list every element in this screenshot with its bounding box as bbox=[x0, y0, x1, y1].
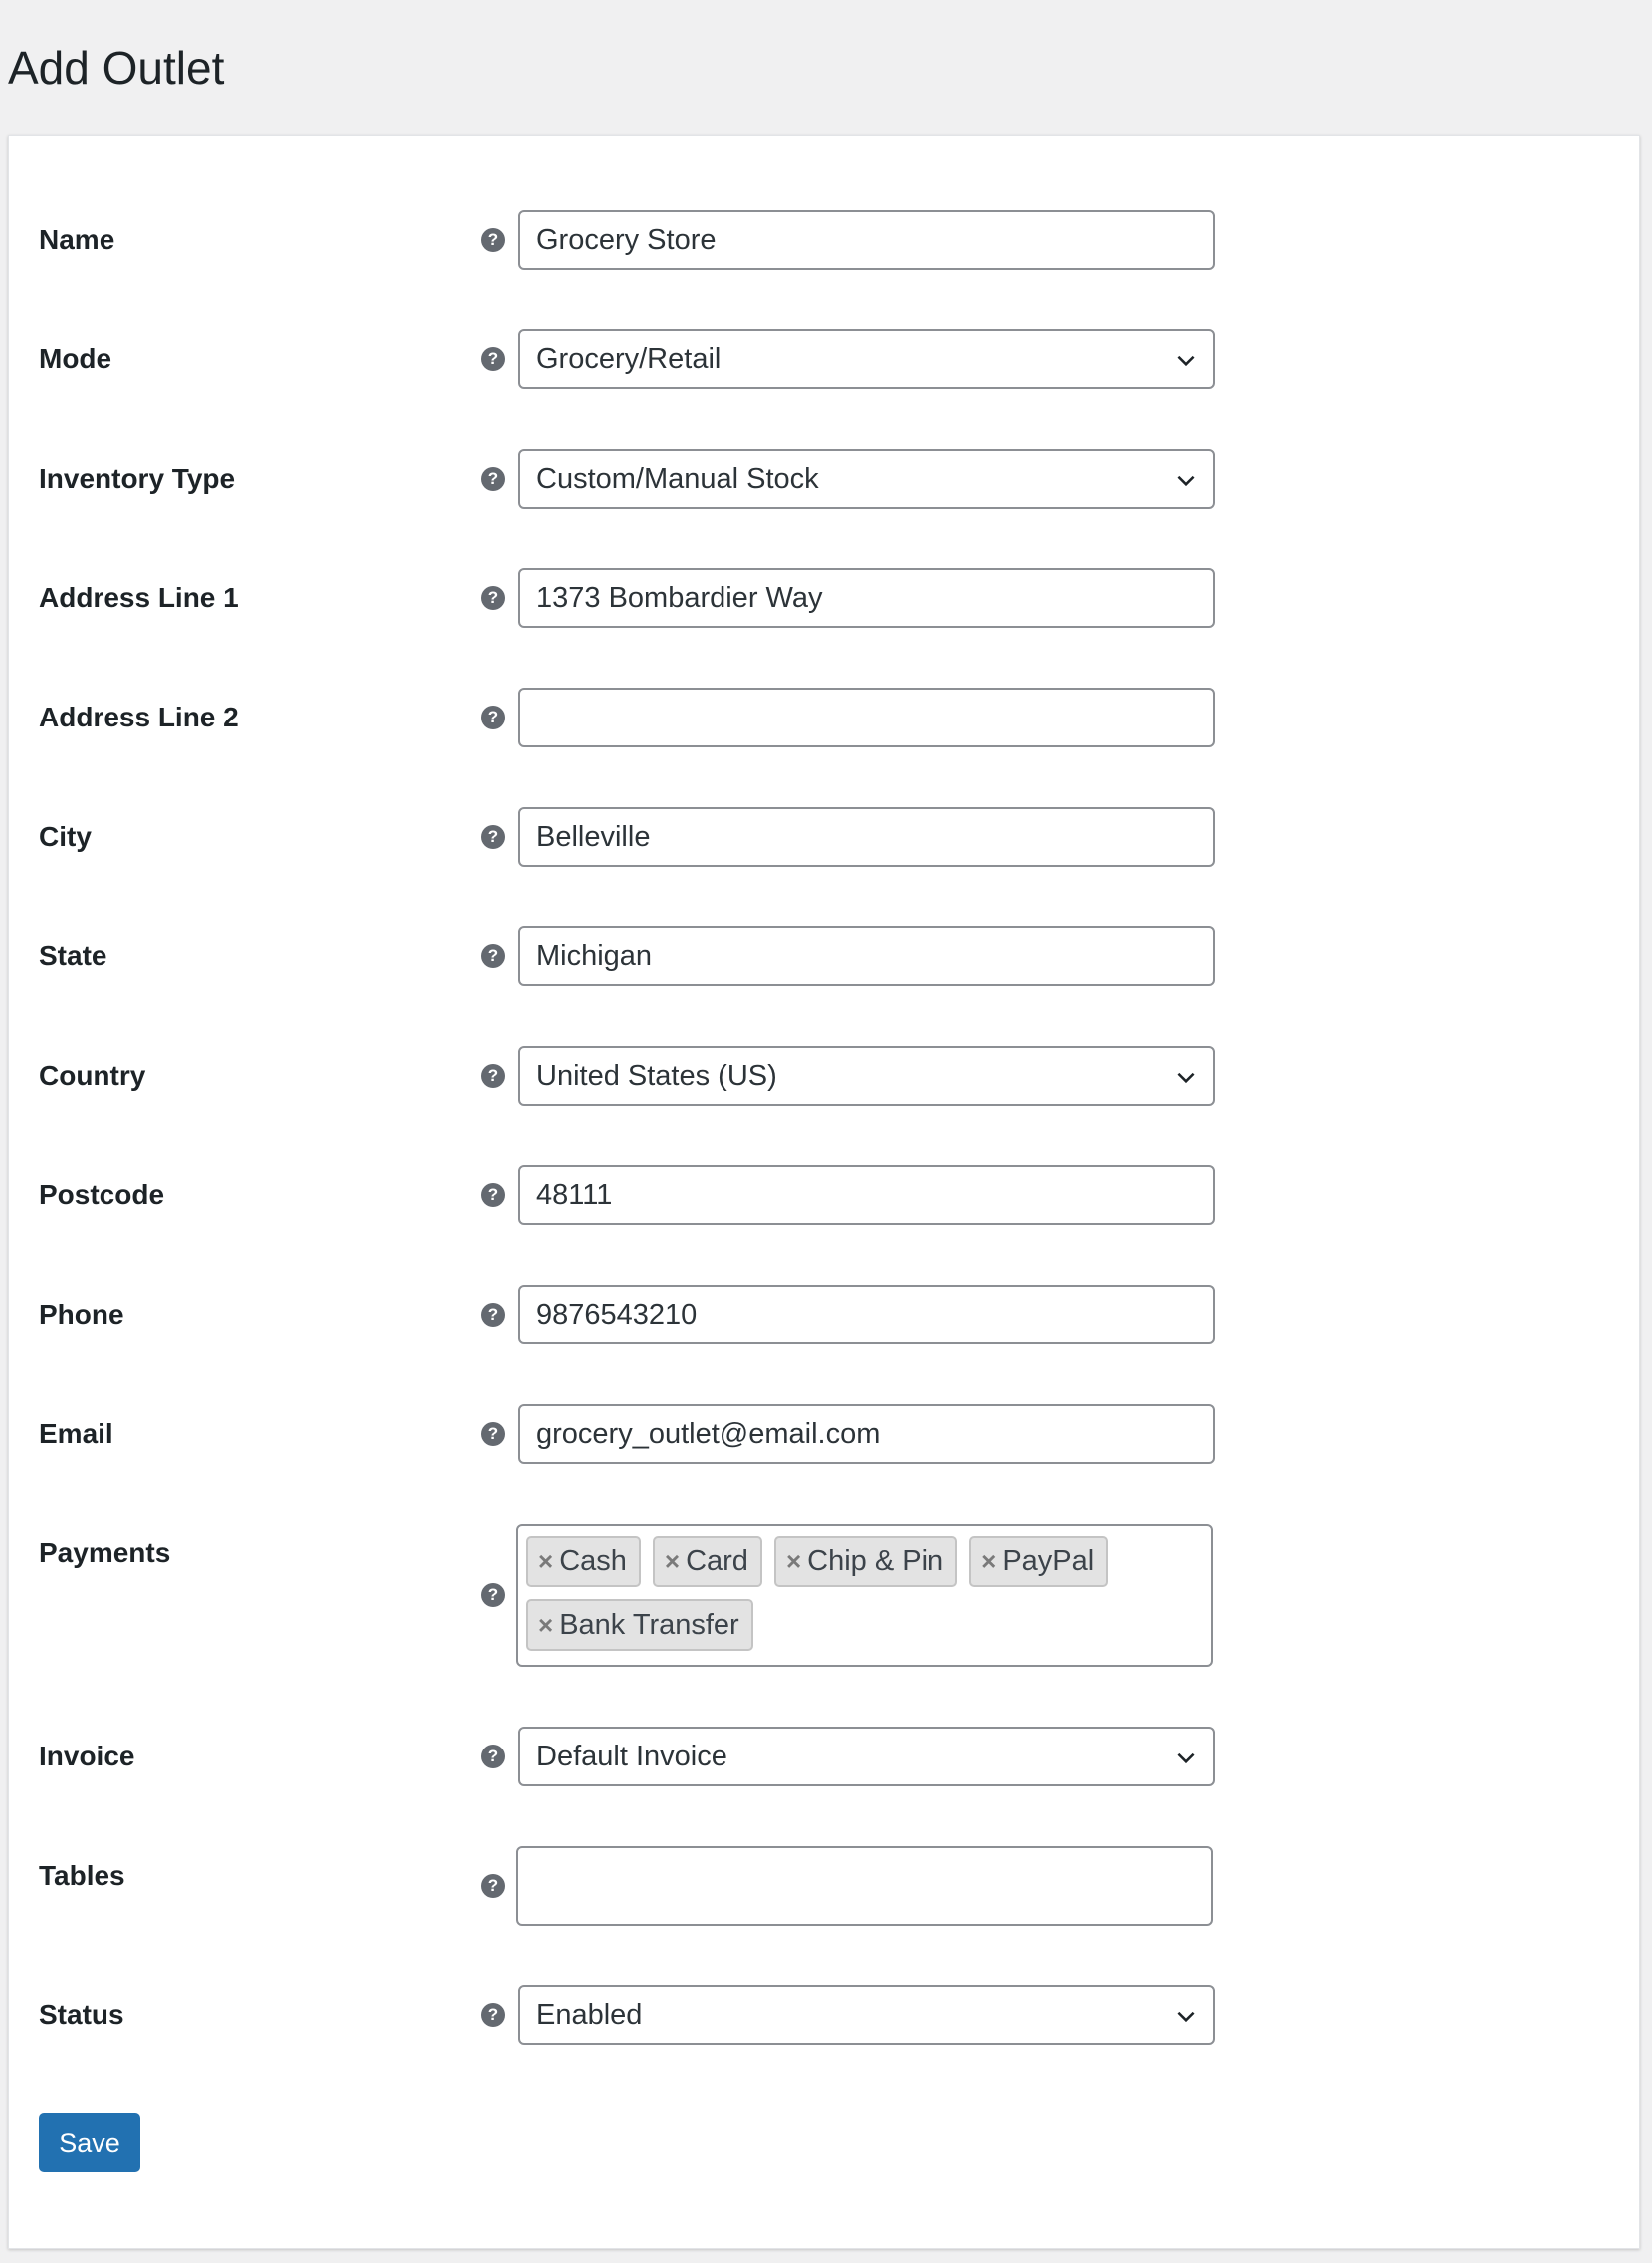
row-address2 bbox=[9, 688, 1639, 747]
status-value: Enabled bbox=[536, 1999, 643, 2031]
address1-input[interactable]: 1373 Bombardier Way bbox=[518, 568, 1215, 628]
row-tables bbox=[9, 1846, 1639, 1926]
remove-x-icon[interactable]: × bbox=[981, 1546, 997, 1576]
help-icon[interactable]: ? bbox=[481, 347, 505, 371]
state-input[interactable]: Michigan bbox=[518, 926, 1215, 986]
mode-label: Mode bbox=[39, 343, 112, 374]
address2-input[interactable] bbox=[518, 688, 1215, 747]
row-postcode bbox=[9, 1165, 1639, 1225]
invoice-label: Invoice bbox=[39, 1741, 135, 1771]
address1-label: Address Line 1 bbox=[39, 582, 239, 613]
invoice-select[interactable] bbox=[518, 1727, 1215, 1786]
row-payments bbox=[9, 1524, 1639, 1667]
remove-x-icon[interactable]: × bbox=[538, 1546, 554, 1576]
save-button[interactable]: Save bbox=[39, 2113, 140, 2172]
row-invoice bbox=[9, 1727, 1639, 1786]
payment-tag-label: PayPal bbox=[1002, 1545, 1095, 1577]
address2-label: Address Line 2 bbox=[39, 702, 239, 732]
status-select[interactable] bbox=[518, 1985, 1215, 2045]
country-value: United States (US) bbox=[536, 1060, 777, 1092]
inventory-type-value: Custom/Manual Stock bbox=[536, 463, 819, 495]
row-name bbox=[9, 210, 1639, 270]
name-input[interactable]: Grocery Store bbox=[518, 210, 1215, 270]
state-label: State bbox=[39, 940, 107, 971]
city-label: City bbox=[39, 821, 92, 852]
country-label: Country bbox=[39, 1060, 146, 1091]
help-icon[interactable]: ? bbox=[481, 1422, 505, 1446]
help-icon[interactable]: ? bbox=[481, 2003, 505, 2027]
help-icon[interactable]: ? bbox=[481, 825, 505, 849]
inventory-type-select[interactable] bbox=[518, 449, 1215, 509]
row-state bbox=[9, 926, 1639, 986]
payments-multiselect[interactable] bbox=[516, 1524, 1213, 1667]
payment-tag-paypal bbox=[969, 1536, 1108, 1587]
city-input[interactable]: Belleville bbox=[518, 807, 1215, 867]
phone-input[interactable]: 9876543210 bbox=[518, 1285, 1215, 1344]
help-icon[interactable]: ? bbox=[481, 1583, 505, 1607]
tables-label: Tables bbox=[39, 1860, 125, 1891]
payment-tag-label: Cash bbox=[559, 1545, 627, 1577]
help-icon[interactable]: ? bbox=[481, 944, 505, 968]
help-icon[interactable]: ? bbox=[481, 706, 505, 729]
payment-tag-bank-transfer bbox=[526, 1599, 753, 1651]
help-icon[interactable]: ? bbox=[481, 1183, 505, 1207]
payment-tag-chip-pin bbox=[774, 1536, 957, 1587]
postcode-label: Postcode bbox=[39, 1179, 165, 1210]
page-title: Add Outlet bbox=[8, 42, 225, 94]
row-country bbox=[9, 1046, 1639, 1106]
payments-label: Payments bbox=[39, 1538, 171, 1568]
payment-tag-label: Chip & Pin bbox=[807, 1545, 944, 1577]
help-icon[interactable]: ? bbox=[481, 228, 505, 252]
email-label: Email bbox=[39, 1418, 113, 1449]
chevron-down-icon bbox=[1173, 467, 1199, 493]
outlet-form bbox=[8, 135, 1640, 2249]
row-mode bbox=[9, 329, 1639, 389]
payment-tag-label: Bank Transfer bbox=[559, 1609, 739, 1641]
chevron-down-icon bbox=[1173, 347, 1199, 373]
row-status bbox=[9, 1985, 1639, 2045]
row-email bbox=[9, 1404, 1639, 1464]
row-phone bbox=[9, 1285, 1639, 1344]
help-icon[interactable]: ? bbox=[481, 1745, 505, 1768]
chevron-down-icon bbox=[1173, 1064, 1199, 1090]
mode-select[interactable] bbox=[518, 329, 1215, 389]
payment-tag-card bbox=[653, 1536, 762, 1587]
payment-tag-cash bbox=[526, 1536, 641, 1587]
email-input[interactable]: grocery_outlet@email.com bbox=[518, 1404, 1215, 1464]
help-icon[interactable]: ? bbox=[481, 586, 505, 610]
phone-label: Phone bbox=[39, 1299, 124, 1330]
country-select[interactable] bbox=[518, 1046, 1215, 1106]
remove-x-icon[interactable]: × bbox=[664, 1546, 681, 1576]
tables-input[interactable] bbox=[516, 1846, 1213, 1926]
help-icon[interactable]: ? bbox=[481, 1303, 505, 1327]
help-icon[interactable]: ? bbox=[481, 1874, 505, 1898]
chevron-down-icon bbox=[1173, 1745, 1199, 1770]
invoice-value: Default Invoice bbox=[536, 1741, 727, 1772]
postcode-input[interactable]: 48111 bbox=[518, 1165, 1215, 1225]
name-label: Name bbox=[39, 224, 115, 255]
row-address1 bbox=[9, 568, 1639, 628]
chevron-down-icon bbox=[1173, 2003, 1199, 2029]
help-icon[interactable]: ? bbox=[481, 1064, 505, 1088]
mode-value: Grocery/Retail bbox=[536, 343, 722, 375]
status-label: Status bbox=[39, 1999, 124, 2030]
help-icon[interactable]: ? bbox=[481, 467, 505, 491]
row-inventory-type bbox=[9, 449, 1639, 509]
remove-x-icon[interactable]: × bbox=[785, 1546, 802, 1576]
remove-x-icon[interactable]: × bbox=[538, 1610, 554, 1640]
inventory-type-label: Inventory Type bbox=[39, 463, 236, 494]
payment-tag-label: Card bbox=[686, 1545, 748, 1577]
row-city bbox=[9, 807, 1639, 867]
